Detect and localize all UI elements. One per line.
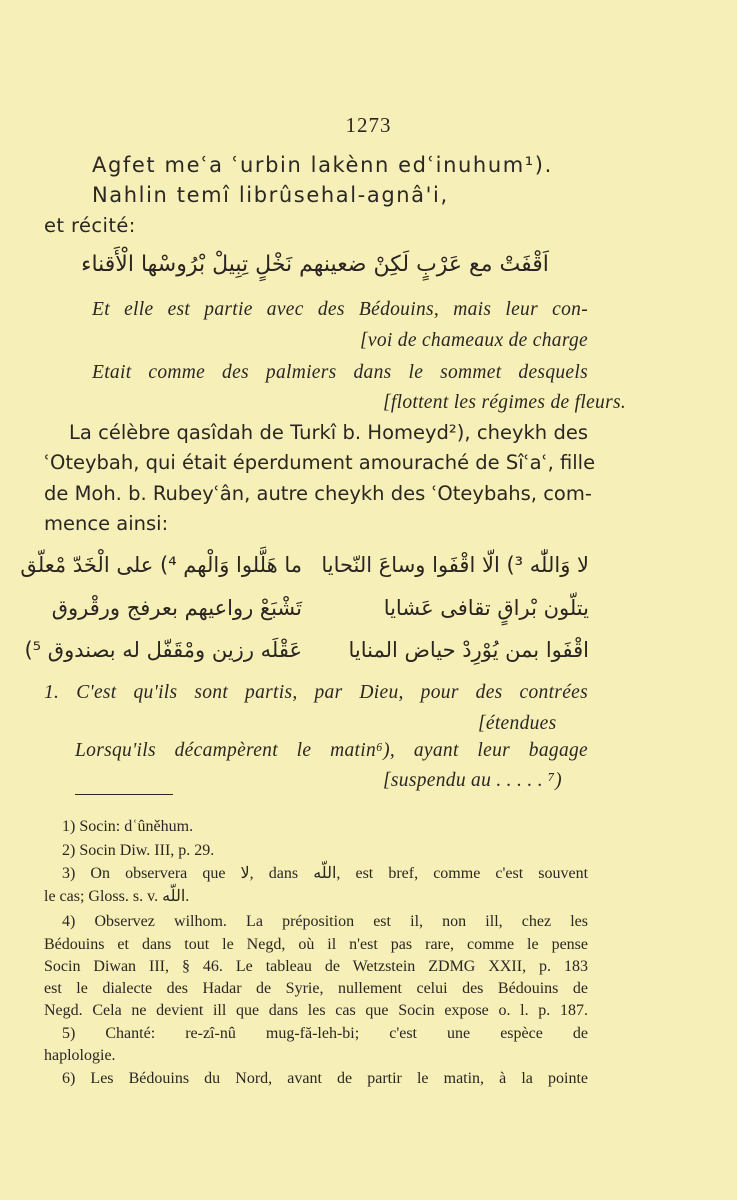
verse-transliteration-line-1: Agfet meʿa ʿurbin lakènn edʿinuhum¹). xyxy=(92,153,553,177)
footnote-divider xyxy=(75,794,173,795)
paragraph-line-2: ʿOteybah, qui était éperdument amouraché de Sîʿaʿ, fille xyxy=(44,451,596,474)
poem-translation-line-4: [suspendu au . . . . . ⁷) xyxy=(383,770,562,791)
footnote-4-line-2: Bédouins et dans tout le Negd, où il n'est pas rare, comme le pense xyxy=(44,936,588,953)
footnote-3-line-2: le cas; Gloss. s. v. اللّه. xyxy=(44,888,190,905)
arabic-poem-line-3-right: اقْفَوا بمن يُوْرِدْ حياض المنايا xyxy=(348,638,589,662)
arabic-verse: اَقْفَتْ مع عَرْبٍ لَكِنْ ضعينهم نَخْلٍ تِبِيلْ بْرُوسْها الْأَقناء xyxy=(81,252,549,277)
arabic-poem-line-2-left: تَشْبَعْ رواعيهم بعرفج ورقْروق xyxy=(51,596,302,620)
arabic-poem-line-2-right: يتلّون بْراقٍ تقافى عَشايا xyxy=(383,596,589,620)
arabic-poem-line-3-left: عَقْلَه رزين ومْقَفّل له بصندوق ⁵) xyxy=(24,638,302,662)
intro-text: et récité: xyxy=(44,214,136,237)
footnote-1: 1) Socin: dʿûněhum. xyxy=(62,818,194,835)
paragraph-line-3: de Moh. b. Rubeyʿân, autre cheykh des ʿOteybahs, com- xyxy=(44,482,592,505)
translation-line-3: Etait comme des palmiers dans le sommet desquels xyxy=(92,362,588,383)
paragraph-line-1: La célèbre qasîdah de Turkî b. Homeyd²), cheykh des xyxy=(69,421,588,444)
footnote-2: 2) Socin Diw. III, p. 29. xyxy=(62,842,215,859)
page-number: 1273 xyxy=(345,113,392,137)
verse-transliteration-line-2: Nahlin temî librûsehal-agnâ'i, xyxy=(92,183,449,207)
poem-translation-line-3: Lorsqu'ils décampèrent le matin⁶), ayant leur bagage xyxy=(75,740,588,761)
footnote-6-line-1: 6) Les Bédouins du Nord, avant de partir le matin, à la pointe xyxy=(62,1070,588,1087)
footnote-4-line-1: 4) Observez wilhom. La préposition est il, non ill, chez les xyxy=(62,913,588,930)
translation-line-2: [voi de chameaux de charge xyxy=(360,330,588,351)
arabic-poem-line-1-left: ما هَلَّلوا وَالْهم ⁴) على الْخَدّ مْعلّق xyxy=(20,553,302,577)
poem-translation-line-2: [étendues xyxy=(478,713,557,734)
footnote-4-line-5: Negd. Cela ne devient ill que dans les cas que Socin expose o. l. p. 187. xyxy=(44,1002,588,1019)
paragraph-line-4: mence ainsi: xyxy=(44,512,169,535)
translation-line-1: Et elle est partie avec des Bédouins, mais leur con- xyxy=(92,299,588,320)
footnote-4-line-3: Socin Diwan III, § 46. Le tableau de Wetzstein ZDMG XXII, p. 183 xyxy=(44,958,588,975)
arabic-poem-line-1-right: لا وَاللّٰه ³) الّا اقْفَوا وساعَ النّحايا xyxy=(321,553,589,577)
poem-translation-line-1: 1. C'est qu'ils sont partis, par Dieu, pour des contrées xyxy=(44,682,588,703)
footnote-5-line-1: 5) Chanté: re-zî-nû mug-fă-leh-bi; c'est une espèce de xyxy=(62,1025,588,1042)
footnote-4-line-4: est le dialecte des Hadar de Syrie, nullement celui des Bédouins de xyxy=(44,980,588,997)
footnote-5-line-2: haplologie. xyxy=(44,1047,116,1064)
translation-line-4: [flottent les régimes de fleurs. xyxy=(383,392,627,413)
footnote-3-line-1: 3) On observera que لا, dans اللّه, est bref, comme c'est souvent xyxy=(62,865,589,882)
